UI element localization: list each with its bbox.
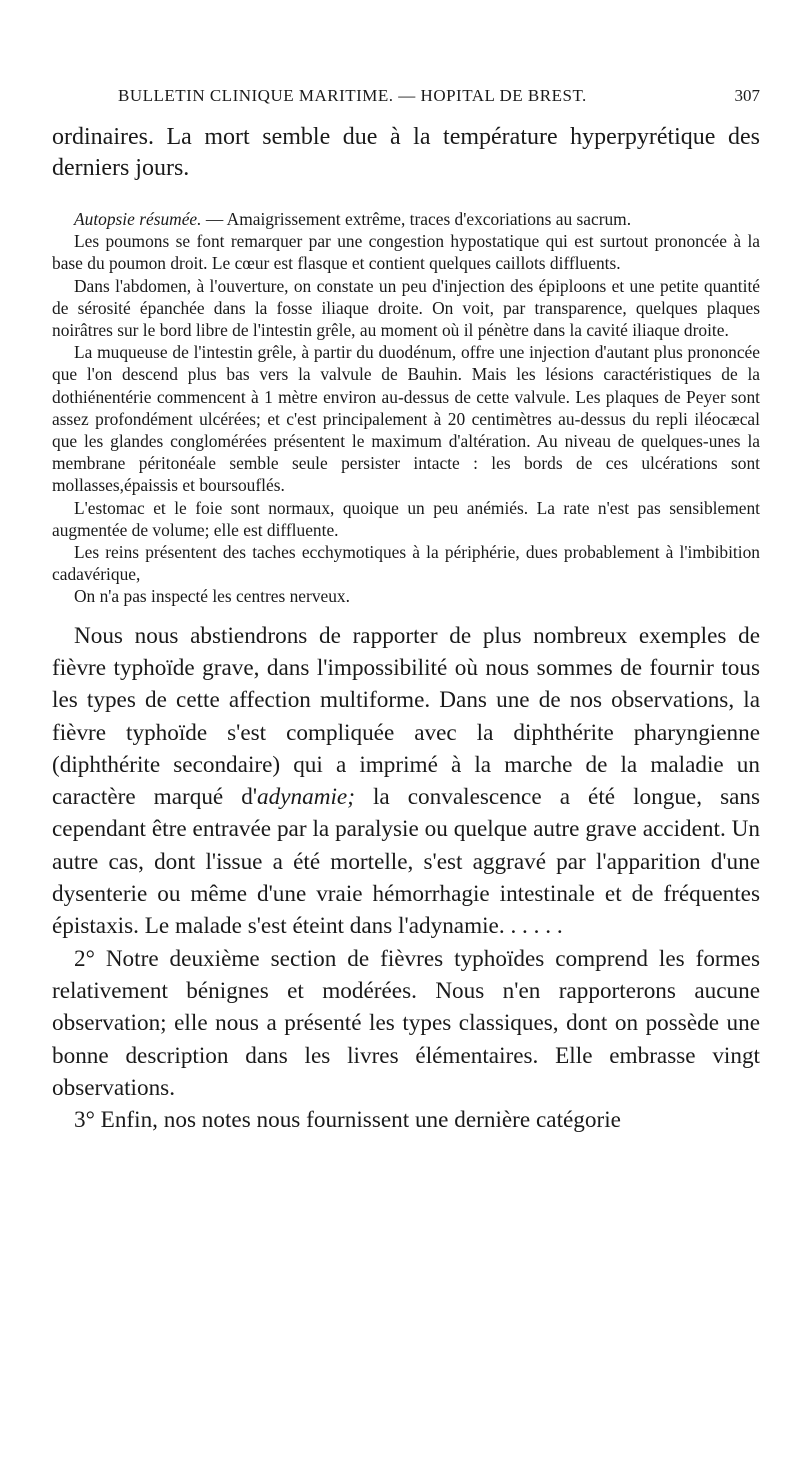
autopsy-paragraph: Les poumons se font remarquer par une congestion hypostatique qui est surtout prononcée à la base du poumon droit. Le cœur est flasque et contient quelques caillots diffluents. [52, 231, 760, 274]
body-italic-term: adynamie; [257, 784, 355, 811]
main-text [52, 620, 760, 1137]
body-paragraph: 3° Enfin, nos notes nous fournissent une dernière catégorie [74, 1107, 621, 1134]
body-text: Nous nous abstiendrons de rapporter de plus nombreux exemples de fièvre typhoïde grave, dans l'impossibilité où nous sommes de fournir tous les types de cette affection multiforme. Dans une de nos observations, la fièvre typhoïde s'est compliquée avec la diphthérite pharyngienne (diphthérite secondaire) qui a imprimé à la marche de la maladie un caractère marqué d' [52, 622, 760, 811]
autopsy-paragraph: L'estomac et le foie sont normaux, quoique un peu anémiés. La rate n'est pas sensiblement augmentée de volume; elle est diffluente. [52, 497, 760, 540]
body-paragraph: 2° Notre deuxième section de fièvres typhoïdes comprend les formes relativement bénignes et modérées. Nous n'en rapporterons aucune observation; elle nous a présenté les types classiques, dont on possède une bonne description dans les livres élémentaires. Elle embrasse vingt observations. [52, 945, 760, 1101]
autopsy-intro [52, 208, 760, 230]
autopsy-paragraph: On n'a pas inspecté les centres nerveux. [74, 586, 350, 607]
lead-paragraph: ordinaires. La mort semble due à la température hyperpyrétique des derniers jours. [52, 124, 760, 181]
autopsy-section [52, 208, 760, 608]
running-title: BULLETIN CLINIQUE MARITIME. — HOPITAL DE BREST. [118, 86, 587, 105]
body-paragraph [52, 620, 760, 943]
autopsy-paragraph: Dans l'abdomen, à l'ouverture, on constate un peu d'injection des épiploons et une petite quantité de sérosité épanchée dans la fosse iliaque droite. On voit, par transparence, quelques plaques noirâtres sur le bord libre de l'intestin grêle, au moment où il pénètre dans la cavité iliaque droite. [52, 275, 760, 341]
running-header [52, 86, 760, 112]
document-page [52, 86, 760, 1136]
autopsy-heading: Autopsie résumée. [74, 209, 202, 229]
autopsy-paragraph: Les reins présentent des taches ecchymotiques à la périphérie, dues probablement à l'imbibition cadavérique, [52, 542, 760, 585]
body-text: la convalescence a été longue, sans cependant être entravée par la paralysie ou quelque autre grave accident. Un autre cas, dont l'issue a été mortelle, s'est aggravé par l'apparition d'une dysenterie ou même d'une vraie hémorrhagie intestinale et de fréquentes épistaxis. Le malade s'est éteint dans l'adynamie. . . . . . [52, 784, 760, 940]
page-number: 307 [734, 86, 760, 105]
autopsy-heading-text: — Amaigrissement extrême, traces d'excoriations au sacrum. [201, 209, 632, 229]
autopsy-paragraph: La muqueuse de l'intestin grêle, à partir du duodénum, offre une injection d'autant plus prononcée que l'on descend plus bas vers la valvule de Bauhin. Mais les lésions caractéristiques de la dothiénentérie commencent à 1 mètre environ au-dessus de cette valvule. Les plaques de Peyer sont assez profondément ulcérées; et c'est principalement à 20 centimètres au-dessus du repli iléocæcal que les glandes conglomérées présentent le maximum d'altération. Au niveau de quelques-unes la membrane péritonéale semble seule persister intacte : les bords de ces ulcérations sont mollasses,épaissis et boursouflés. [52, 342, 760, 496]
